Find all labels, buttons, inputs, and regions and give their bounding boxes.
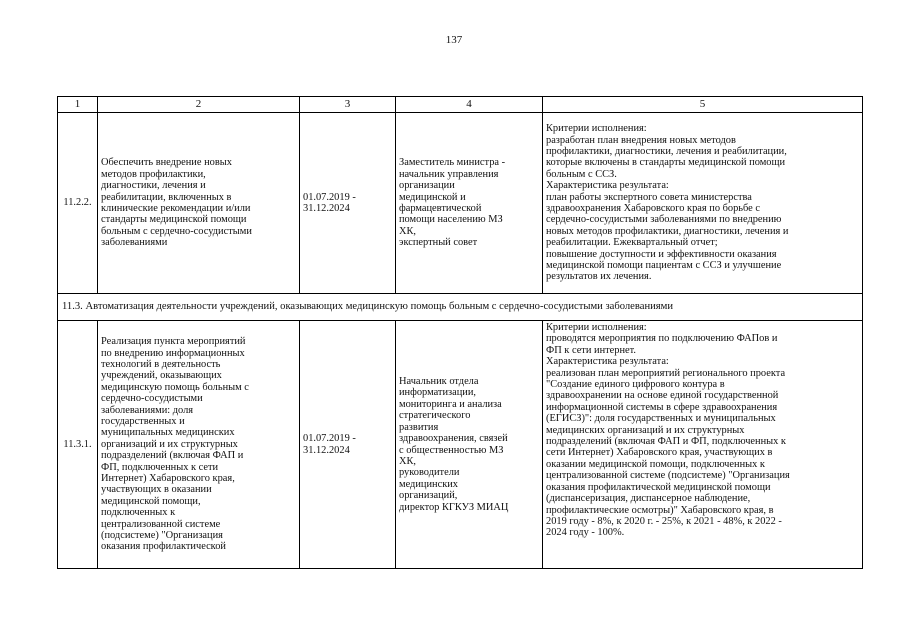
measure-description: Обеспечить внедрение новых методов профилактики, диагностики, лечения и реабилитации, включенных в клинические рекомендации и/или стандарты медицинской помощи больным с сердечно-сосудистыми заболеваниями [98, 113, 300, 294]
page-number: 137 [445, 34, 463, 46]
column-header: 1 [58, 97, 98, 113]
execution-period: 01.07.2019 - 31.12.2024 [300, 321, 396, 569]
column-header: 2 [98, 97, 300, 113]
execution-period: 01.07.2019 - 31.12.2024 [300, 113, 396, 294]
table-row [58, 321, 863, 569]
result-description: Критерии исполнения: разработан план внедрения новых методов профилактики, диагностики, лечения и реабилитации, которые включены в стандарты медицинской помощи больным с ССЗ. Характеристика результата: план работы экспертного совета министерства здравоохранения Хабаровского края по борьбе с сердечно-сосудистыми заболеваниями по внедрению новых методов профилактики, диагностики, лечения и реабилитации. Ежеквартальный отчет; повышение доступности и эффективности оказания медицинской помощи пациентам с ССЗ и улучшение результатов их лечения. [543, 113, 863, 294]
result-description: Критерии исполнения: проводятся мероприятия по подключению ФАПов и ФП к сети интернет. Характеристика результата: реализован план мероприятий регионального проекта "Создание единого цифрового контура в здравоохранении на основе единой государственной информационной системы в сфере здравоохранения (ЕГИСЗ)": доля государственных и муниципальных медицинских организаций и их структурных подразделений (включая ФАП и ФП, подключенных к сети Интернет) Хабаровского края, участвующих в оказании медицинской помощи, подключенных к централизованной системе (подсистеме) "Организация оказания профилактической медицинской помощи (диспансеризация, диспансерное наблюдение, профилактические осмотры)" Хабаровского края, в 2019 году - 8%, к 2020 г. - 25%, к 2021 - 48%, к 2022 - 2024 году - 100%. [543, 321, 863, 569]
section-row [58, 294, 863, 321]
section-title: 11.3. Автоматизация деятельности учреждений, оказывающих медицинскую помощь больным с сердечно-сосудистыми заболеваниями [58, 294, 863, 321]
responsible-executor: Начальник отдела информатизации, мониторинга и анализа стратегического развития здравоохранения, связей с общественностью МЗ ХК, руководители медицинских организаций, директор КГКУЗ МИАЦ [396, 321, 543, 569]
measures-table [57, 96, 863, 569]
table-header-row [58, 97, 863, 113]
column-header: 4 [396, 97, 543, 113]
responsible-executor: Заместитель министра - начальник управления организации медицинской и фармацевтической помощи населению МЗ ХК, экспертный совет [396, 113, 543, 294]
item-number: 11.3.1. [58, 321, 98, 569]
column-header: 5 [543, 97, 863, 113]
item-number: 11.2.2. [58, 113, 98, 294]
table-row [58, 113, 863, 294]
measure-description: Реализация пункта мероприятий по внедрению информационных технологий в деятельность учреждений, оказывающих медицинскую помощь больным с сердечно-сосудистыми заболеваниями: доля государственных и муниципальных медицинских организаций и их структурных подразделений (включая ФАП и ФП, подключенных к сети Интернет) Хабаровского края, участвующих в оказании медицинской помощи, подключенных к централизованной системе (подсистеме) "Организация оказания профилактической [98, 321, 300, 569]
column-header: 3 [300, 97, 396, 113]
